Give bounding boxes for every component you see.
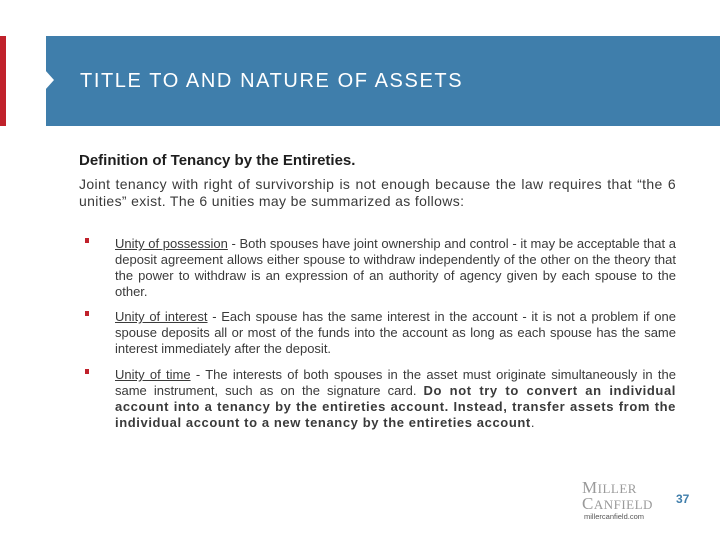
list-item-term: Unity of interest bbox=[115, 309, 208, 324]
logo-line-canfield: CANFIELD bbox=[582, 494, 653, 513]
list-item-body: - Each spouse has the same interest in the account - it is not a problem if one spouse deposits all or most of the funds into the account as long as each spouse has the same interest immediately after the deposit. bbox=[115, 309, 676, 356]
bullet-icon bbox=[85, 238, 89, 243]
title-banner bbox=[46, 36, 720, 126]
accent-bar bbox=[0, 36, 6, 126]
list-item-text bbox=[115, 367, 676, 431]
list-item-body: - Both spouses have joint ownership and control - it may be acceptable that a deposit agreement allows either spouse to withdraw independently of the other on the theory that the power to withdraw is an expression of an authority of agency given by each spouse to the other. bbox=[115, 236, 676, 299]
bullet-icon bbox=[85, 369, 89, 374]
list-item-emphasis: Do not try to convert an individual account into a tenancy by the entireties account. Instead, transfer assets from the individual account to a new tenancy by the entireties account bbox=[115, 383, 676, 430]
list-item-body: - The interests of both spouses in the asset must originate simultaneously in the same instrument, such as on the signature card. bbox=[115, 367, 676, 398]
logo-line-miller: MILLER bbox=[582, 478, 637, 497]
banner-arrow-notch bbox=[36, 60, 54, 100]
list-item-text bbox=[115, 309, 676, 357]
miller-canfield-logo bbox=[582, 480, 662, 512]
definition-intro: Joint tenancy with right of survivorship is not enough because the law requires that “the 6 unities” exist. The 6 unities may be summarized as follows: bbox=[79, 176, 676, 209]
list-item-tail: . bbox=[530, 415, 535, 430]
bullet-icon bbox=[85, 311, 89, 316]
definition-section bbox=[79, 152, 676, 209]
page-number: 37 bbox=[676, 492, 690, 506]
list-item-term: Unity of possession bbox=[115, 236, 228, 251]
definition-heading: Definition of Tenancy by the Entireties. bbox=[79, 152, 356, 169]
list-item-text bbox=[115, 236, 676, 300]
website-label: millercanfield.com bbox=[584, 512, 645, 521]
list-item-term: Unity of time bbox=[115, 367, 191, 382]
slide-title: TITLE TO AND NATURE OF ASSETS bbox=[80, 70, 464, 92]
